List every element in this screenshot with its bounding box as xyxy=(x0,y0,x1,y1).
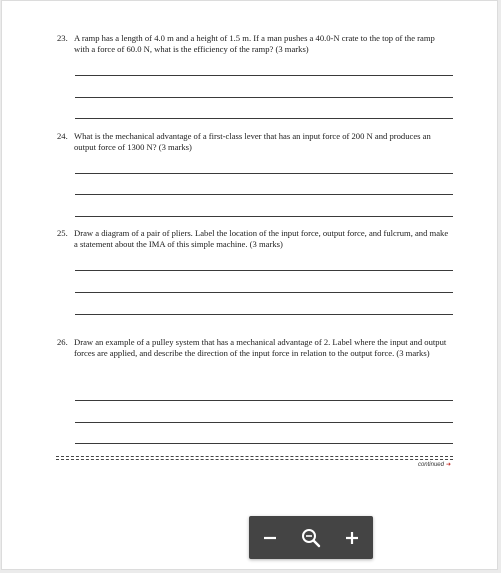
answer-line xyxy=(75,422,453,423)
zoom-reset-button[interactable] xyxy=(296,523,326,553)
answer-line xyxy=(75,443,453,444)
question-23 xyxy=(57,33,452,54)
plus-icon xyxy=(344,530,360,546)
arrow-right-icon: ➜ xyxy=(445,462,451,468)
zoom-toolbar xyxy=(249,516,373,559)
page-break-divider xyxy=(56,456,453,457)
page-break-divider xyxy=(56,459,453,460)
question-26 xyxy=(57,337,452,358)
question-24 xyxy=(57,131,452,152)
document-page xyxy=(1,0,498,570)
answer-line xyxy=(75,270,453,271)
question-number: 26. xyxy=(57,337,68,347)
answer-line xyxy=(75,292,453,293)
question-text: A ramp has a length of 4.0 m and a height of 1.5 m. If a man pushes a 40.0-N crate to the top of the ramp with a force of 60.0 N, what is the efficiency of the ramp? (3 marks) xyxy=(74,33,435,54)
answer-line xyxy=(75,194,453,195)
question-text: Draw a diagram of a pair of pliers. Label the location of the input force, output force, and fulcrum, and make a statement about the IMA of this simple machine. (3 marks) xyxy=(74,228,449,249)
magnifier-icon xyxy=(301,528,321,548)
question-text: What is the mechanical advantage of a first-class lever that has an input force of 200 N and produces an output force of 1300 N? (3 marks) xyxy=(74,131,431,152)
zoom-in-button[interactable] xyxy=(337,523,367,553)
answer-line xyxy=(75,97,453,98)
question-25 xyxy=(57,228,452,249)
minus-icon xyxy=(262,530,278,546)
question-text: Draw an example of a pulley system that has a mechanical advantage of 2. Label where the input and output forces are applied, and describe the direction of the input force in relation to the output force. (3 marks) xyxy=(74,337,447,358)
answer-line xyxy=(75,173,453,174)
question-number: 24. xyxy=(57,131,68,141)
continued-label: continued ➜ xyxy=(417,462,451,468)
answer-line xyxy=(75,118,453,119)
answer-line xyxy=(75,75,453,76)
answer-line xyxy=(75,314,453,315)
answer-line xyxy=(75,216,453,217)
answer-line xyxy=(75,400,453,401)
question-number: 23. xyxy=(57,33,68,43)
question-number: 25. xyxy=(57,228,68,238)
zoom-out-button[interactable] xyxy=(255,523,285,553)
